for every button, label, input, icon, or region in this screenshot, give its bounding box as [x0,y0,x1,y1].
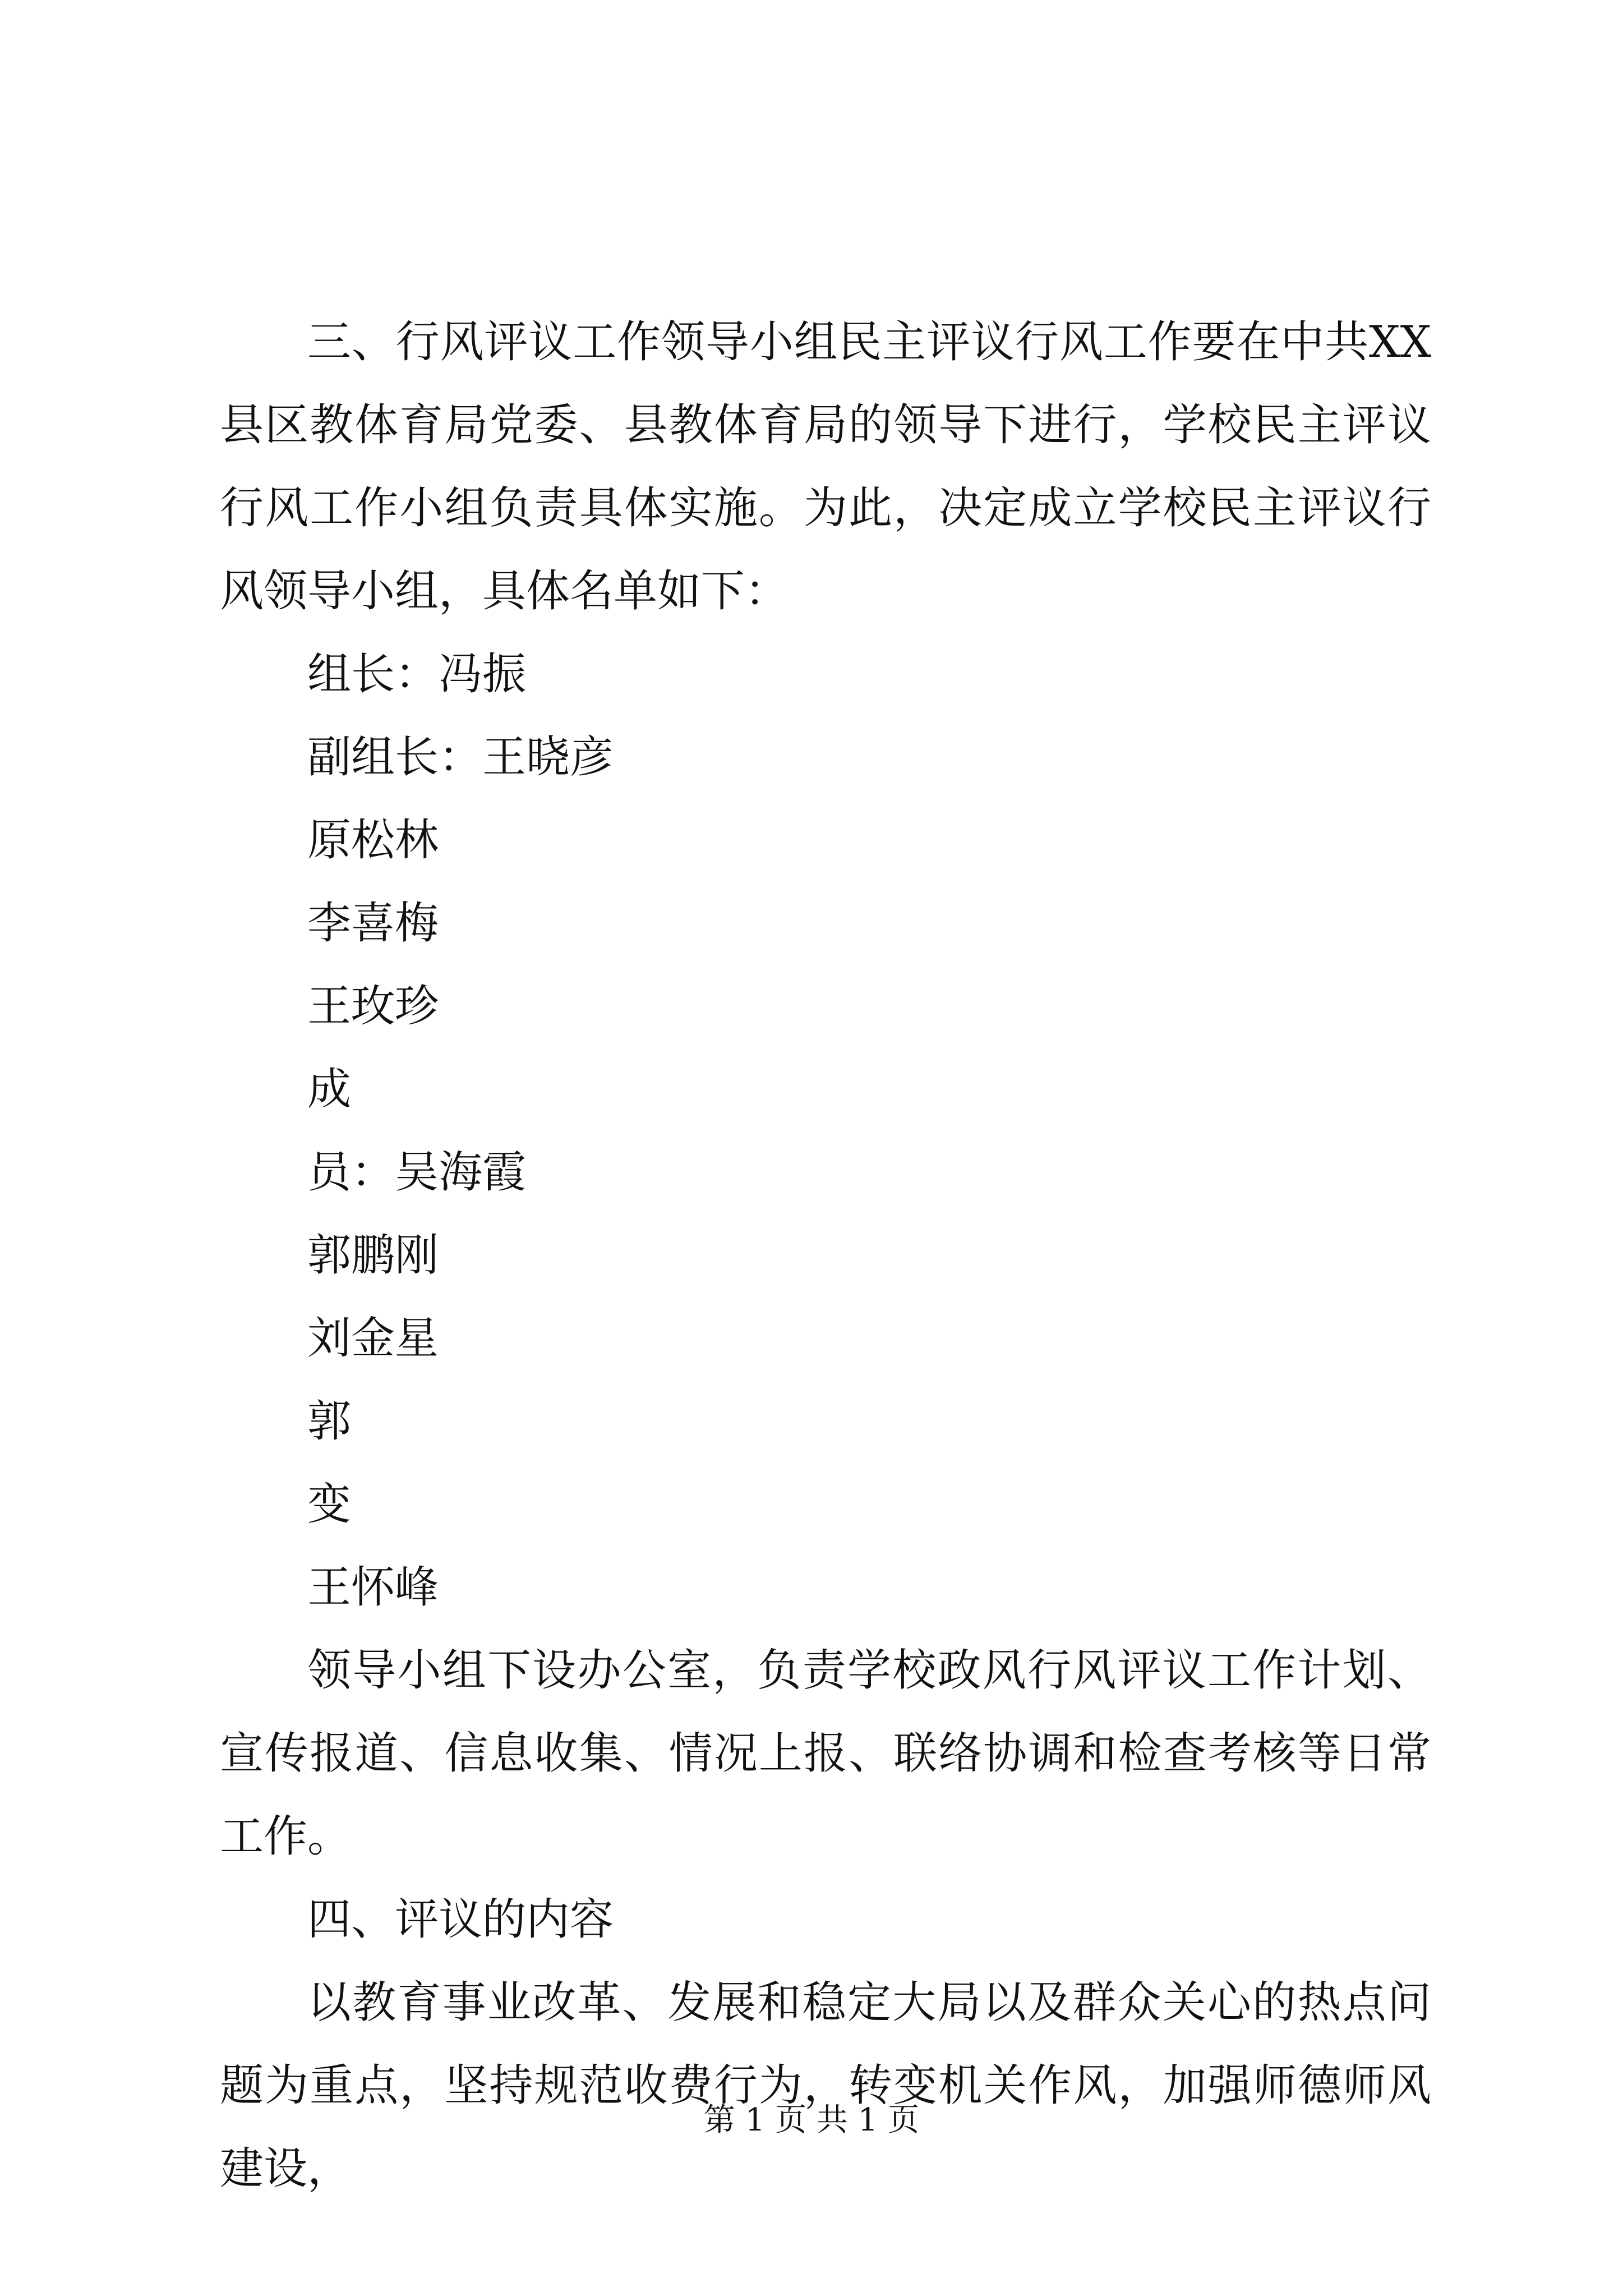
list-item: 李喜梅 [307,898,439,949]
page-footer: 第 1 页 共 1 页 [703,2102,920,2138]
list-item: 成 [307,1064,352,1115]
list-item: 副组长：王晓彦 [307,732,614,783]
list-item: 变 [307,1479,352,1530]
list-item: 郭 [307,1396,352,1447]
section-heading: 四、评议的内容 [307,1894,614,1945]
paragraph-leadership-group: 三、行风评议工作领导小组民主评议行风工作要在中共XX县区教体育局党委、县教体育局的领导下进行，学校民主评议行风工作小组负责具体实施。为此，决定成立学校民主评议行风领导小组，具体名单如下： [220,317,1431,616]
list-item: 王怀峰 [307,1562,439,1613]
list-item: 刘金星 [307,1313,439,1364]
paragraph-content: 以教育事业改革、发展和稳定大局以及群众关心的热点问题为重点，坚持规范收费行为，转变机关作风，加强师德师风建设， [220,1977,1431,2194]
document-body [220,301,1431,2210]
list-item: 王玫珍 [307,981,439,1032]
list-item: 员：吴海霞 [307,1147,527,1198]
paragraph-office: 领导小组下设办公室，负责学校政风行风评议工作计划、宣传报道、信息收集、情况上报、联络协调和检查考核等日常工作。 [220,1645,1431,1862]
list-item: 郭鹏刚 [307,1230,439,1281]
list-item: 组长：冯振 [307,649,527,700]
list-item: 原松林 [307,815,439,866]
